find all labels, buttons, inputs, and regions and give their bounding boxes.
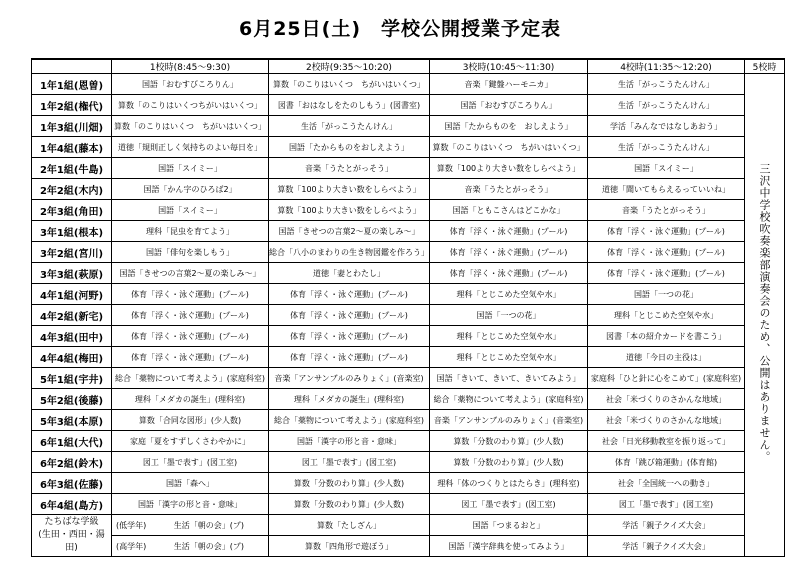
class-name: 5年2組(後藤) bbox=[32, 389, 112, 410]
table-row bbox=[32, 536, 785, 557]
fifth-period-note-cell bbox=[745, 74, 785, 557]
table-row bbox=[32, 263, 785, 284]
table-row bbox=[32, 389, 785, 410]
period-1-cell: 体育「浮く・泳ぐ運動」(プール) bbox=[112, 326, 269, 347]
period-1-text: 生活「朝の会」(プ) bbox=[173, 520, 244, 530]
table-row bbox=[32, 179, 785, 200]
header-period-4: 4校時(11:35～12:20) bbox=[588, 59, 745, 74]
period-1-cell: 国語「きせつの言葉2～夏の楽しみ～」 bbox=[112, 263, 269, 284]
period-1-cell: 体育「浮く・泳ぐ運動」(プール) bbox=[112, 305, 269, 326]
table-row bbox=[32, 494, 785, 515]
period-1-cell: 体育「浮く・泳ぐ運動」(プール) bbox=[112, 347, 269, 368]
period-3-cell: 図工「墨で表す」(図工室) bbox=[430, 494, 588, 515]
class-name: 2年2組(木内) bbox=[32, 179, 112, 200]
period-4-cell: 体育「浮く・泳ぐ運動」(プール) bbox=[588, 263, 745, 284]
period-2-cell: 音楽「うたとがっそう」 bbox=[269, 158, 430, 179]
period-1-cell: 体育「浮く・泳ぐ運動」(プール) bbox=[112, 284, 269, 305]
period-1-text: 生活「朝の会」(プ) bbox=[173, 541, 244, 551]
class-name: 4年1組(河野) bbox=[32, 284, 112, 305]
header-period-2: 2校時(9:35～10:20) bbox=[269, 59, 430, 74]
period-2-cell: 生活「がっこうたんけん」 bbox=[269, 116, 430, 137]
class-name: 6年3組(佐藤) bbox=[32, 473, 112, 494]
period-1-cell: 道徳「規則正しく気持ちのよい毎日を」 bbox=[112, 137, 269, 158]
period-1-cell: 国語「おむすびころりん」 bbox=[112, 74, 269, 95]
table-row bbox=[32, 284, 785, 305]
class-name: 1年4組(藤本) bbox=[32, 137, 112, 158]
period-3-cell: 国語「おむすびころりん」 bbox=[430, 95, 588, 116]
period-2-cell: 算数「たしざん」 bbox=[269, 515, 430, 536]
class-name: 3年3組(萩原) bbox=[32, 263, 112, 284]
page-title: 6月25日(土) 学校公開授業予定表 bbox=[238, 18, 562, 40]
class-name: 4年4組(梅田) bbox=[32, 347, 112, 368]
period-4-cell: 社会「全国統一への動き」 bbox=[588, 473, 745, 494]
class-name: 1年1組(恩曽) bbox=[32, 74, 112, 95]
table-row bbox=[32, 368, 785, 389]
period-3-cell: 体育「浮く・泳ぐ運動」(プール) bbox=[430, 221, 588, 242]
table-row bbox=[32, 200, 785, 221]
period-3-cell: 国語「たからものを おしえよう」 bbox=[430, 116, 588, 137]
period-4-cell: 理科「とじこめた空気や水」 bbox=[588, 305, 745, 326]
period-1-cell: 算数「のこりはいくつ ちがいはいくつ」 bbox=[112, 116, 269, 137]
period-4-cell: 生活「がっこうたんけん」 bbox=[588, 74, 745, 95]
period-2-cell: 道徳「妻とわたし」 bbox=[269, 263, 430, 284]
period-4-cell: 社会「米づくりのさかんな地域」 bbox=[588, 410, 745, 431]
period-4-cell: 体育「浮く・泳ぐ運動」(プール) bbox=[588, 221, 745, 242]
period-3-cell: 算数「分数のわり算」(少人数) bbox=[430, 452, 588, 473]
class-name: 1年3組(川畑) bbox=[32, 116, 112, 137]
period-1-cell: 国語「森へ」 bbox=[112, 473, 269, 494]
period-3-cell: 国語「ともこさんはどこかな」 bbox=[430, 200, 588, 221]
period-2-cell: 体育「浮く・泳ぐ運動」(プール) bbox=[269, 284, 430, 305]
period-4-cell: 学活「親子クイズ大会」 bbox=[588, 536, 745, 557]
class-name: 3年2組(宮川) bbox=[32, 242, 112, 263]
class-name: 4年2組(新宅) bbox=[32, 305, 112, 326]
header-period-5: 5校時 bbox=[745, 59, 785, 74]
table-row bbox=[32, 347, 785, 368]
period-2-cell: 算数「100より大きい数をしらべよう」 bbox=[269, 200, 430, 221]
period-3-cell: 算数「分数のわり算」(少人数) bbox=[430, 431, 588, 452]
period-3-cell: 理科「とじこめた空気や水」 bbox=[430, 284, 588, 305]
period-3-cell: 算数「のこりはいくつ ちがいはいくつ」 bbox=[430, 137, 588, 158]
period-4-cell: 道徳「今日の主役は」 bbox=[588, 347, 745, 368]
table-row bbox=[32, 137, 785, 158]
period-3-cell: 音楽「うたとがっそう」 bbox=[430, 179, 588, 200]
table-row bbox=[32, 473, 785, 494]
period-4-cell: 道徳「聞いてもらえるっていいね」 bbox=[588, 179, 745, 200]
period-2-cell: 図書「おはなしをたのしもう」(図書室) bbox=[269, 95, 430, 116]
period-3-cell: 理科「とじこめた空気や水」 bbox=[430, 326, 588, 347]
period-4-cell: 体育「浮く・泳ぐ運動」(プール) bbox=[588, 242, 745, 263]
period-1-cell: 国語「漢字の形と音・意味」 bbox=[112, 494, 269, 515]
period-2-cell: 国語「たからものをおしえよう」 bbox=[269, 137, 430, 158]
period-1-cell: 国語「スイミー」 bbox=[112, 200, 269, 221]
period-3-cell: 音楽「鍵盤ハーモニカ」 bbox=[430, 74, 588, 95]
schedule-table bbox=[31, 58, 785, 557]
period-2-cell: 総合「八小のまわりの生き物図鑑を作ろう」 bbox=[269, 242, 430, 263]
period-1-cell bbox=[112, 515, 269, 536]
period-2-cell: 音楽「アンサンブルのみりょく」(音楽室) bbox=[269, 368, 430, 389]
group-label: (高学年) bbox=[116, 541, 147, 551]
period-3-cell: 算数「100より大きい数をしらべよう」 bbox=[430, 158, 588, 179]
period-1-cell: 国語「スイミー」 bbox=[112, 158, 269, 179]
header-blank bbox=[32, 59, 112, 74]
fifth-period-note: 三沢中学校吹奏楽部演奏会のため、公開はありません。 bbox=[758, 163, 771, 463]
period-2-cell: 図工「墨で表す」(図工室) bbox=[269, 452, 430, 473]
period-2-cell: 算数「100より大きい数をしらべよう」 bbox=[269, 179, 430, 200]
table-row bbox=[32, 305, 785, 326]
period-4-cell: 学活「みんなではなしあおう」 bbox=[588, 116, 745, 137]
period-2-cell: 国語「漢字の形と音・意味」 bbox=[269, 431, 430, 452]
period-4-cell: 生活「がっこうたんけん」 bbox=[588, 95, 745, 116]
period-3-cell: 国語「漢字辞典を使ってみよう」 bbox=[430, 536, 588, 557]
period-4-cell: 生活「がっこうたんけん」 bbox=[588, 137, 745, 158]
class-name: 5年3組(本原) bbox=[32, 410, 112, 431]
period-4-cell: 国語「一つの花」 bbox=[588, 284, 745, 305]
table-row bbox=[32, 221, 785, 242]
period-2-cell: 算数「四角形で遊ぼう」 bbox=[269, 536, 430, 557]
class-name: 2年3組(角田) bbox=[32, 200, 112, 221]
period-2-cell: 体育「浮く・泳ぐ運動」(プール) bbox=[269, 326, 430, 347]
class-name: 3年1組(根本) bbox=[32, 221, 112, 242]
period-1-cell: 国語「俳句を楽しもう」 bbox=[112, 242, 269, 263]
period-2-cell: 算数「分数のわり算」(少人数) bbox=[269, 473, 430, 494]
period-3-cell: 音楽「アンサンブルのみりょく」(音楽室) bbox=[430, 410, 588, 431]
period-4-cell: 社会「日光移動教室を振り返って」 bbox=[588, 431, 745, 452]
class-name: 4年3組(田中) bbox=[32, 326, 112, 347]
table-row bbox=[32, 116, 785, 137]
period-4-cell: 音楽「うたとがっそう」 bbox=[588, 200, 745, 221]
period-3-cell: 国語「つまるおと」 bbox=[430, 515, 588, 536]
period-3-cell: 体育「浮く・泳ぐ運動」(プール) bbox=[430, 263, 588, 284]
table-row bbox=[32, 242, 785, 263]
period-1-cell: 家庭「夏をすずしくさわやかに」 bbox=[112, 431, 269, 452]
class-name: たちばな学級 (生田・西田・湯田) bbox=[32, 515, 112, 557]
period-2-cell: 体育「浮く・泳ぐ運動」(プール) bbox=[269, 305, 430, 326]
period-2-cell: 算数「分数のわり算」(少人数) bbox=[269, 494, 430, 515]
class-name: 6年4組(島方) bbox=[32, 494, 112, 515]
period-1-cell: 総合「薬物について考えよう」(家庭科室) bbox=[112, 368, 269, 389]
period-4-cell: 家庭科「ひと針に心をこめて」(家庭科室) bbox=[588, 368, 745, 389]
period-4-cell: 国語「スイミー」 bbox=[588, 158, 745, 179]
period-2-cell: 国語「きせつの言葉2～夏の楽しみ～」 bbox=[269, 221, 430, 242]
class-name: 6年2組(鈴木) bbox=[32, 452, 112, 473]
table-row bbox=[32, 410, 785, 431]
period-3-cell: 国語「きいて、きいて、きいてみよう」 bbox=[430, 368, 588, 389]
period-1-cell: 理科「メダカの誕生」(理科室) bbox=[112, 389, 269, 410]
period-4-cell: 学活「親子クイズ大会」 bbox=[588, 515, 745, 536]
period-3-cell: 国語「一つの花」 bbox=[430, 305, 588, 326]
table-row bbox=[32, 515, 785, 536]
table-row bbox=[32, 74, 785, 95]
class-name: 1年2組(権代) bbox=[32, 95, 112, 116]
header-period-3: 3校時(10:45～11:30) bbox=[430, 59, 588, 74]
class-name: 2年1組(牛島) bbox=[32, 158, 112, 179]
table-row bbox=[32, 452, 785, 473]
table-row bbox=[32, 326, 785, 347]
period-1-cell bbox=[112, 536, 269, 557]
period-3-cell: 体育「浮く・泳ぐ運動」(プール) bbox=[430, 242, 588, 263]
table-row bbox=[32, 95, 785, 116]
table-row bbox=[32, 431, 785, 452]
period-1-cell: 算数「のこりはいくつちがいはいくつ」 bbox=[112, 95, 269, 116]
period-1-cell: 算数「合同な図形」(少人数) bbox=[112, 410, 269, 431]
header-period-1: 1校時(8:45～9:30) bbox=[112, 59, 269, 74]
period-1-cell: 理科「昆虫を育てよう」 bbox=[112, 221, 269, 242]
period-3-cell: 理科「体のつくりとはたらき」(理科室) bbox=[430, 473, 588, 494]
group-label: (低学年) bbox=[116, 520, 147, 530]
period-4-cell: 社会「米づくりのさかんな地域」 bbox=[588, 389, 745, 410]
period-2-cell: 体育「浮く・泳ぐ運動」(プール) bbox=[269, 347, 430, 368]
period-3-cell: 理科「とじこめた空気や水」 bbox=[430, 347, 588, 368]
period-2-cell: 算数「のこりはいくつ ちがいはいくつ」 bbox=[269, 74, 430, 95]
period-1-cell: 国語「かん字のひろば2」 bbox=[112, 179, 269, 200]
class-name: 6年1組(大代) bbox=[32, 431, 112, 452]
period-2-cell: 理科「メダカの誕生」(理科室) bbox=[269, 389, 430, 410]
period-1-cell: 図工「墨で表す」(図工室) bbox=[112, 452, 269, 473]
header-row bbox=[32, 59, 785, 74]
class-name: 5年1組(宇井) bbox=[32, 368, 112, 389]
period-4-cell: 図工「墨で表す」(図工室) bbox=[588, 494, 745, 515]
period-4-cell: 体育「跳び箱運動」(体育館) bbox=[588, 452, 745, 473]
period-4-cell: 図書「本の紹介カードを書こう」 bbox=[588, 326, 745, 347]
table-row bbox=[32, 158, 785, 179]
period-2-cell: 総合「薬物について考えよう」(家庭科室) bbox=[269, 410, 430, 431]
period-3-cell: 総合「薬物について考えよう」(家庭科室) bbox=[430, 389, 588, 410]
